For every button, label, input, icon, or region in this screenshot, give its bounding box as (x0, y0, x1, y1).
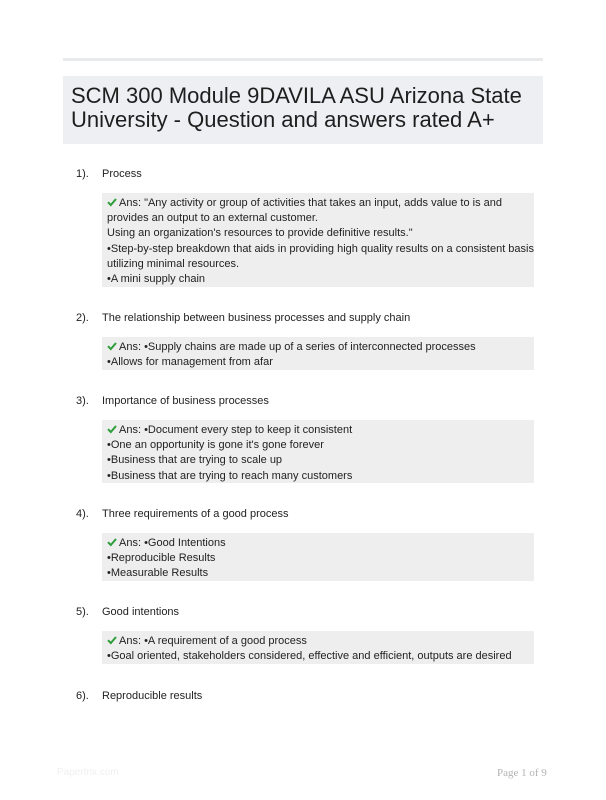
answer-line: •Goal oriented, stakeholders considered, effective and efficient, outputs are desired (107, 650, 512, 663)
answer-line: Ans: "Any activity or group of activities that takes an input, adds value to is and (107, 196, 530, 211)
checkmark-icon (107, 197, 117, 207)
answer-line: •One an opportunity is gone it's gone forever (107, 439, 324, 452)
question-number: 1). (76, 168, 89, 180)
answer-line: Ans: •Document every step to keep it consistent (107, 423, 530, 438)
watermark-text: Papertrix.com (57, 767, 119, 778)
answer-line: •Reproducible Results (107, 552, 216, 565)
checkmark-icon (107, 537, 117, 547)
answer-line: •Allows for management from afar (107, 356, 273, 369)
answer-box (102, 193, 534, 287)
checkmark-icon (107, 424, 117, 434)
question-number: 3). (76, 395, 89, 407)
top-divider (63, 58, 543, 61)
question-text: The relationship between business processes and supply chain (102, 312, 411, 324)
question-number: 4). (76, 508, 89, 520)
answer-line: Ans: •A requirement of a good process (107, 634, 530, 649)
checkmark-icon (107, 341, 117, 351)
document-title: SCM 300 Module 9DAVILA ASU Arizona State University - Question and answers rated A+ (71, 83, 522, 132)
answer-line: •Business that are trying to reach many customers (107, 469, 353, 482)
answer-line: Ans: •Supply chains are made up of a series of interconnected processes (107, 340, 530, 355)
answer-box (102, 533, 534, 581)
answer-line: Using an organization's resources to provide definitive results." (107, 227, 413, 240)
answer-line: •Business that are trying to scale up (107, 454, 283, 467)
checkmark-icon (107, 635, 117, 645)
question-text: Importance of business processes (102, 395, 269, 407)
answer-line: •A mini supply chain (107, 273, 206, 286)
question-text: Good intentions (102, 606, 180, 618)
page-number: Page 1 of 9 (497, 767, 547, 779)
answer-line: Ans: •Good Intentions (107, 536, 530, 551)
question-text: Process (102, 168, 142, 180)
answer-line: provides an output to an external customer. (107, 212, 318, 225)
question-number: 6). (76, 690, 89, 702)
answer-line: •Measurable Results (107, 567, 209, 580)
question-number: 2). (76, 312, 89, 324)
title-banner (63, 76, 543, 144)
answer-line: •Step-by-step breakdown that aids in providing high quality results on a consistent basis (107, 242, 534, 255)
answer-box (102, 631, 534, 664)
answer-line: utilizing minimal resources. (107, 257, 240, 270)
answer-box (102, 337, 534, 370)
question-text: Three requirements of a good process (102, 508, 289, 520)
question-text: Reproducible results (102, 690, 203, 702)
question-number: 5). (76, 606, 89, 618)
answer-box (102, 420, 534, 483)
